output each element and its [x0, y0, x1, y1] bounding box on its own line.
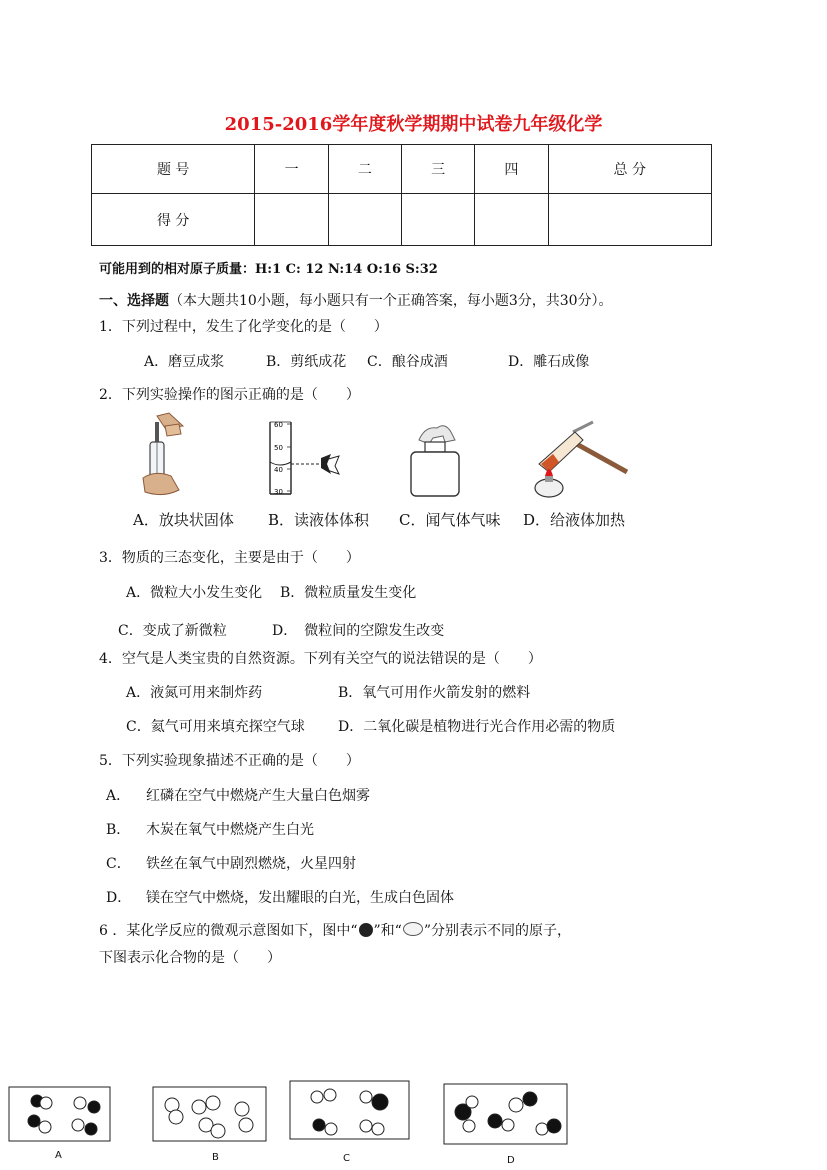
- molecule-atom: [372, 1094, 388, 1110]
- black-atom-icon: [359, 923, 373, 937]
- molecule-atom: [211, 1124, 225, 1138]
- figure-c-label: C: [343, 1153, 350, 1164]
- molecule-atom: [360, 1091, 372, 1103]
- heating-liquid-illustration: [527, 418, 637, 502]
- q5-option-a-letter: A．: [106, 788, 131, 804]
- molecule-atom: [502, 1119, 514, 1131]
- figure-d-label: D: [507, 1155, 515, 1166]
- score-cell[interactable]: [548, 194, 711, 246]
- section-heading-note: （本大题共10小题，每小题只有一个正确答案，每小题3分，共30分）。: [169, 293, 613, 309]
- molecule-atom: [28, 1115, 40, 1127]
- score-header-cell: 一: [255, 145, 328, 194]
- molecule-atom: [509, 1098, 523, 1112]
- section-heading-title: 一、选择题: [99, 293, 169, 309]
- score-table: [91, 144, 712, 246]
- score-header-cell: 总 分: [548, 145, 711, 194]
- score-cell[interactable]: [401, 194, 474, 246]
- molecule-atom: [372, 1123, 384, 1135]
- question-6-stem-line2: 下图表示化合物的是（ ）: [99, 950, 281, 966]
- cylinder-tick-30: 30: [274, 488, 283, 496]
- q5-option-d-text: 镁在空气中燃烧，发出耀眼的白光，生成白色固体: [146, 890, 454, 906]
- molecule-atom: [488, 1114, 502, 1128]
- graduated-cylinder-illustration: [265, 418, 345, 498]
- molecule-atom: [85, 1123, 97, 1135]
- q5-option-b-letter: B．: [106, 822, 131, 838]
- q5-option-c[interactable]: [106, 853, 356, 873]
- score-table-header-row: [92, 145, 712, 194]
- molecule-atom: [39, 1121, 51, 1133]
- figure-b-label: B: [212, 1152, 219, 1163]
- molecule-atom: [536, 1123, 548, 1135]
- q6-stem-part2: ”和“: [373, 923, 402, 939]
- figure-a-label: A: [55, 1150, 62, 1161]
- q2-option-c[interactable]: C．闻气体气味: [399, 511, 501, 529]
- question-1-stem: 1．下列过程中，发生了化学变化的是（ ）: [99, 319, 388, 335]
- score-header-cell: 题 号: [92, 145, 255, 194]
- gas-bottle-illustration: [405, 418, 465, 500]
- q3-option-a[interactable]: A．微粒大小发生变化: [126, 585, 263, 601]
- q4-option-d[interactable]: D．二氧化碳是植物进行光合作用必需的物质: [338, 719, 616, 735]
- q5-option-c-letter: C．: [106, 856, 131, 872]
- exam-title: 2015-2016学年度秋学期期中试卷九年级化学: [224, 114, 603, 135]
- molecule-atom: [360, 1120, 372, 1132]
- molecule-atom: [311, 1091, 323, 1103]
- molecule-atom: [88, 1101, 100, 1113]
- molecule-atom: [40, 1097, 52, 1109]
- q5-option-b[interactable]: [106, 819, 314, 839]
- test-tube-solid-illustration: [135, 412, 195, 498]
- molecule-atom: [547, 1119, 561, 1133]
- q5-option-b-text: 木炭在氧气中燃烧产生白光: [146, 822, 314, 838]
- q6-stem-part1: 6 ．某化学反应的微观示意图如下，图中“: [99, 923, 358, 939]
- molecule-atom: [239, 1118, 253, 1132]
- q3-option-b[interactable]: B．微粒质量发生变化: [280, 585, 417, 601]
- q1-option-c[interactable]: C．酿谷成酒: [367, 354, 448, 370]
- score-cell[interactable]: [328, 194, 401, 246]
- score-row-label: 得 分: [92, 194, 255, 246]
- molecule-atom: [313, 1119, 325, 1131]
- q1-option-b[interactable]: B．剪纸成花: [266, 354, 347, 370]
- molecule-atom: [466, 1096, 478, 1108]
- molecule-atom: [206, 1096, 220, 1110]
- molecule-atom: [74, 1097, 86, 1109]
- score-header-cell: 四: [475, 145, 548, 194]
- q4-option-b[interactable]: B．氧气可用作火箭发射的燃料: [338, 685, 531, 701]
- q2-option-a[interactable]: A．放块状固体: [133, 511, 234, 529]
- score-header-cell: 二: [328, 145, 401, 194]
- q5-option-c-text: 铁丝在氧气中剧烈燃烧，火星四射: [146, 856, 356, 872]
- q1-option-a[interactable]: A．磨豆成浆: [144, 354, 225, 370]
- molecule-atom: [235, 1102, 249, 1116]
- q5-option-d[interactable]: [106, 887, 454, 907]
- molecule-atom: [463, 1120, 475, 1132]
- q3-option-c[interactable]: C．变成了新微粒: [118, 623, 227, 639]
- q4-option-c[interactable]: C．氦气可用来填充探空气球: [126, 719, 305, 735]
- q2-option-b[interactable]: B．读液体体积: [268, 511, 370, 529]
- q3-option-d[interactable]: D． 微粒间的空隙发生改变: [272, 623, 445, 639]
- q4-option-a[interactable]: A．液氮可用来制炸药: [126, 685, 263, 701]
- question-3-stem: 3．物质的三态变化，主要是由于（ ）: [99, 550, 360, 566]
- q6-stem-part3: ”分别表示不同的原子，: [423, 923, 572, 939]
- score-cell[interactable]: [475, 194, 548, 246]
- q5-option-d-letter: D．: [106, 890, 132, 906]
- question-6-stem: [99, 920, 571, 940]
- cylinder-tick-50: 50: [274, 444, 283, 452]
- q1-option-d[interactable]: D．雕石成像: [508, 354, 590, 370]
- score-table-score-row: [92, 194, 712, 246]
- question-4-stem: 4．空气是人类宝贵的自然资源。下列有关空气的说法错误的是（ ）: [99, 651, 542, 667]
- score-cell[interactable]: [255, 194, 328, 246]
- molecule-atom: [169, 1110, 183, 1124]
- section-heading: [99, 290, 613, 310]
- molecule-atom: [72, 1119, 84, 1131]
- cylinder-tick-60: 60: [274, 421, 283, 429]
- molecule-atom: [192, 1100, 206, 1114]
- score-header-cell: 三: [401, 145, 474, 194]
- question-5-stem: 5．下列实验现象描述不正确的是（ ）: [99, 753, 360, 769]
- atomic-mass-line: 可能用到的相对原子质量：H:1 C: 12 N:14 O:16 S:32: [99, 262, 438, 277]
- molecule-atom: [324, 1089, 336, 1101]
- q2-option-d[interactable]: D．给液体加热: [523, 511, 626, 529]
- molecule-atom: [523, 1092, 537, 1106]
- figure-c-box: [290, 1081, 409, 1139]
- q6-molecule-figures: [0, 1075, 827, 1170]
- q5-option-a[interactable]: [106, 785, 370, 805]
- molecule-atom: [325, 1123, 337, 1135]
- cylinder-tick-40: 40: [274, 466, 283, 474]
- q5-option-a-text: 红磷在空气中燃烧产生大量白色烟雾: [146, 788, 370, 804]
- question-2-stem: 2．下列实验操作的图示正确的是（ ）: [99, 387, 360, 403]
- white-atom-icon: [403, 922, 423, 936]
